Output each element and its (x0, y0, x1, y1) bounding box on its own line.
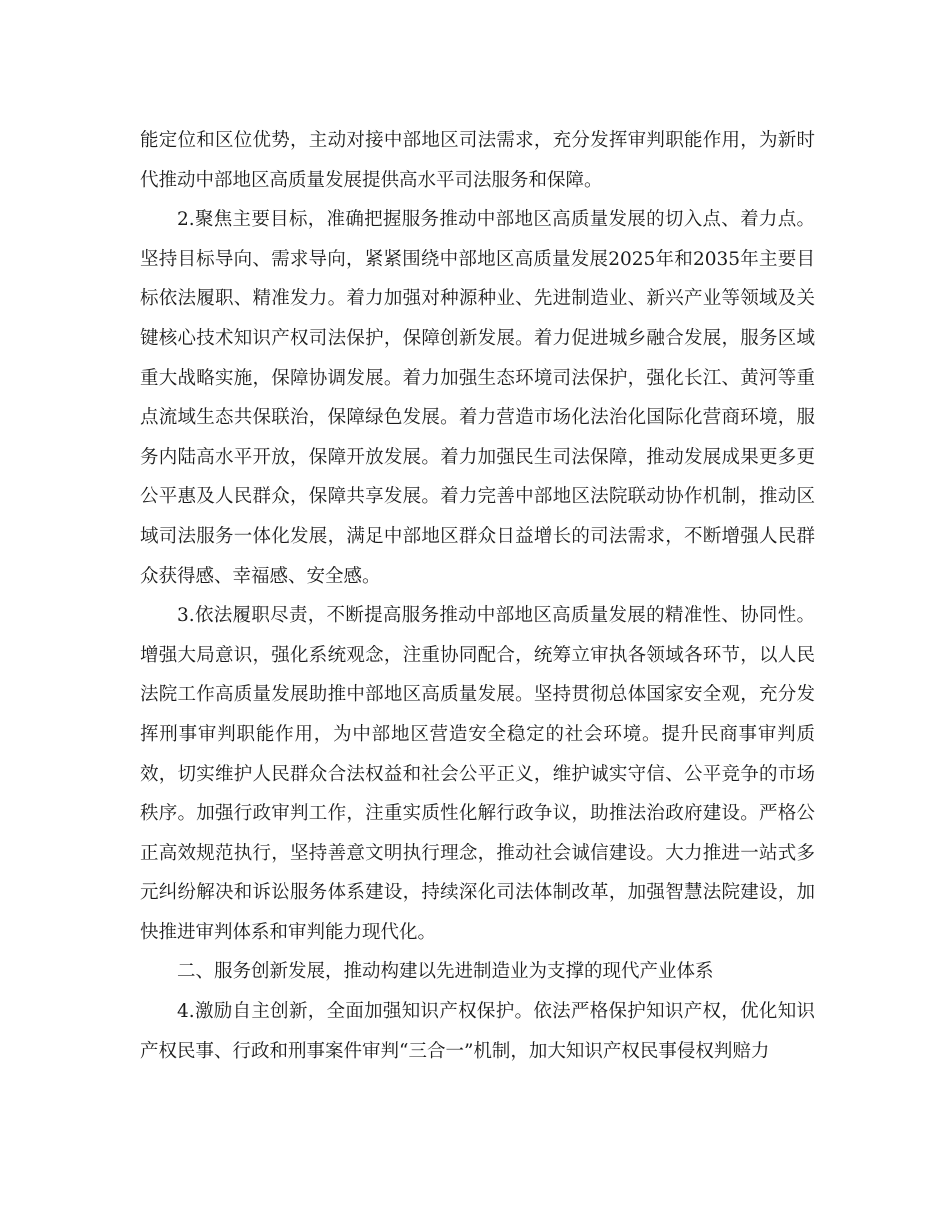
paragraph-continuation: 能定位和区位优势，主动对接中部地区司法需求，充分发挥审判职能作用，为新时代推动中部地区高质量发展提供高水平司法服务和保障。 (140, 130, 815, 191)
paragraph-item-2: 2.聚焦主要目标，准确把握服务推动中部地区高质量发展的切入点、着力点。坚持目标导向、需求导向，紧紧围绕中部地区高质量发展2025年和2035年主要目标依法履职、精准发力。着力加强对种源种业、先进制造业、新兴产业等领域及关键核心技术知识产权司法保护，保障创新发展。着力促进城乡融合发展，服务区域重大战略实施，保障协调发展。着力加强生态环境司法保护，强化长江、黄河等重点流域生态共保联治，保障绿色发展。着力营造市场化法治化国际化营商环境，服务内陆高水平开放，保障开放发展。着力加强民生司法保障，推动发展成果更多更公平惠及人民群众，保障共享发展。着力完善中部地区法院联动协作机制，推动区域司法服务一体化发展，满足中部地区群众日益增长的司法需求，不断增强人民群众获得感、幸福感、安全感。 (140, 209, 815, 587)
section-heading-2: 二、服务创新发展，推动构建以先进制造业为支撑的现代产业体系 (177, 961, 714, 983)
paragraph-item-3: 3.依法履职尽责，不断提高服务推动中部地区高质量发展的精准性、协同性。增强大局意识，强化系统观念，注重协同配合，统筹立审执各领域各环节，以人民法院工作高质量发展助推中部地区高质量发展。坚持贯彻总体国家安全观，充分发挥刑事审判职能作用，为中部地区营造安全稳定的社会环境。提升民商事审判质效，切实维护人民群众合法权益和社会公平正义，维护诚实守信、公平竞争的市场秩序。加强行政审判工作，注重实质性化解行政争议，助推法治政府建设。严格公正高效规范执行，坚持善意文明执行理念，推动社会诚信建设。大力推进一站式多元纠纷解决和诉讼服务体系建设，持续深化司法体制改革，加强智慧法院建设，加快推进审判体系和审判能力现代化。 (140, 605, 815, 943)
paragraph-item-4: 4.激励自主创新，全面加强知识产权保护。依法严格保护知识产权，优化知识产权民事、行政和刑事案件审判“三合一”机制，加大知识产权民事侵权判赔力 (140, 1001, 815, 1062)
document-body (140, 121, 815, 1071)
